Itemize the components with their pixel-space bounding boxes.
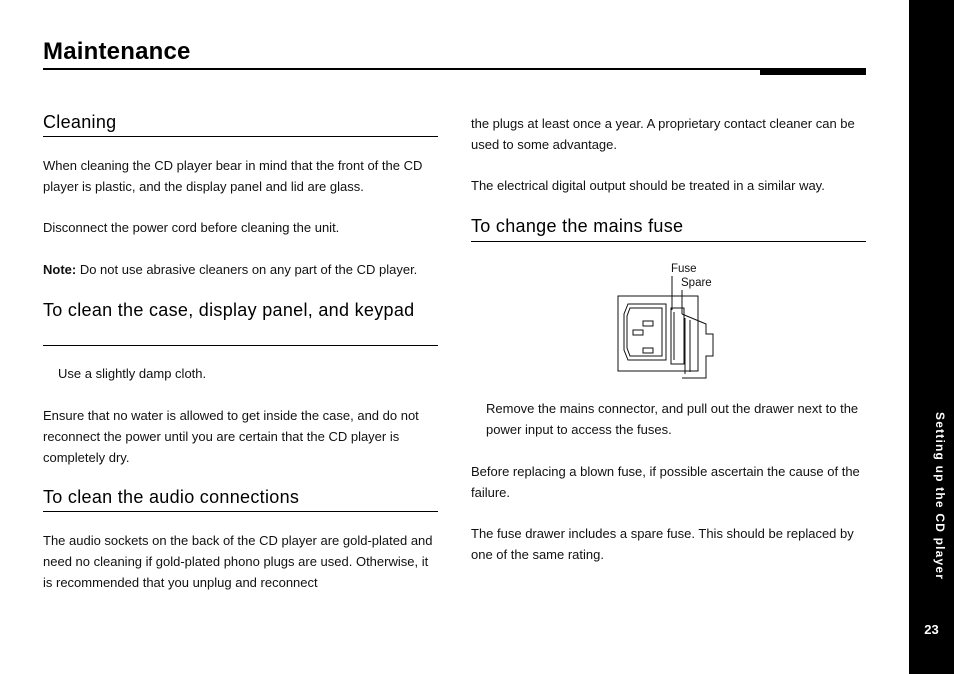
mains-socket-drawing — [610, 262, 720, 382]
section-tab-label: Setting up the CD player — [933, 412, 947, 581]
page-number: 23 — [924, 622, 939, 637]
title-bar-accent — [760, 68, 866, 75]
heading-rule — [43, 136, 438, 137]
note-text: Do not use abrasive cleaners on any part of the CD player. — [76, 262, 418, 277]
sidebar-tab — [909, 0, 954, 674]
cleaning-paragraph-1: When cleaning the CD player bear in mind that the front of the CD player is plastic, and the display panel and lid are glass. — [43, 158, 423, 194]
heading-clean-case: To clean the case, display panel, and keypad — [43, 300, 415, 320]
cleaning-paragraph-2: Disconnect the power cord before cleaning the unit. — [43, 220, 340, 235]
spare-label: Spare — [681, 277, 712, 289]
title-rule — [43, 68, 865, 70]
fuse-paragraph-1: Remove the mains connector, and pull out the drawer next to the power input to access the fuses. — [486, 401, 859, 437]
heading-clean-audio: To clean the audio connections — [43, 487, 300, 507]
fuse-drawer-diagram — [610, 262, 720, 382]
note-paragraph — [43, 259, 443, 280]
note-label: Note: — [43, 262, 77, 277]
case-paragraph-2: Ensure that no water is allowed to get inside the case, and do not reconnect the power until you are certain that the CD player is completely dry. — [43, 408, 419, 465]
page-title: Maintenance — [43, 38, 191, 65]
heading-mains-fuse: To change the mains fuse — [471, 216, 684, 236]
heading-rule — [471, 241, 866, 242]
heading-rule — [43, 345, 438, 346]
fuse-paragraph-3: The fuse drawer includes a spare fuse. This should be replaced by one of the same rating. — [471, 526, 854, 562]
continued-paragraph: the plugs at least once a year. A proprietary contact cleaner can be used to some advantage. — [471, 116, 855, 152]
heading-cleaning: Cleaning — [43, 112, 117, 132]
heading-rule — [43, 511, 438, 512]
fuse-label: Fuse — [671, 263, 697, 275]
fuse-paragraph-2: Before replacing a blown fuse, if possible ascertain the cause of the failure. — [471, 464, 860, 500]
case-paragraph-1: Use a slightly damp cloth. — [58, 366, 207, 381]
digital-output-paragraph: The electrical digital output should be treated in a similar way. — [471, 178, 825, 193]
audio-paragraph: The audio sockets on the back of the CD player are gold-plated and need no cleaning if gold-plated phono plugs are used. Otherwise, it is recommended that you unplug and reconnect — [43, 533, 433, 590]
